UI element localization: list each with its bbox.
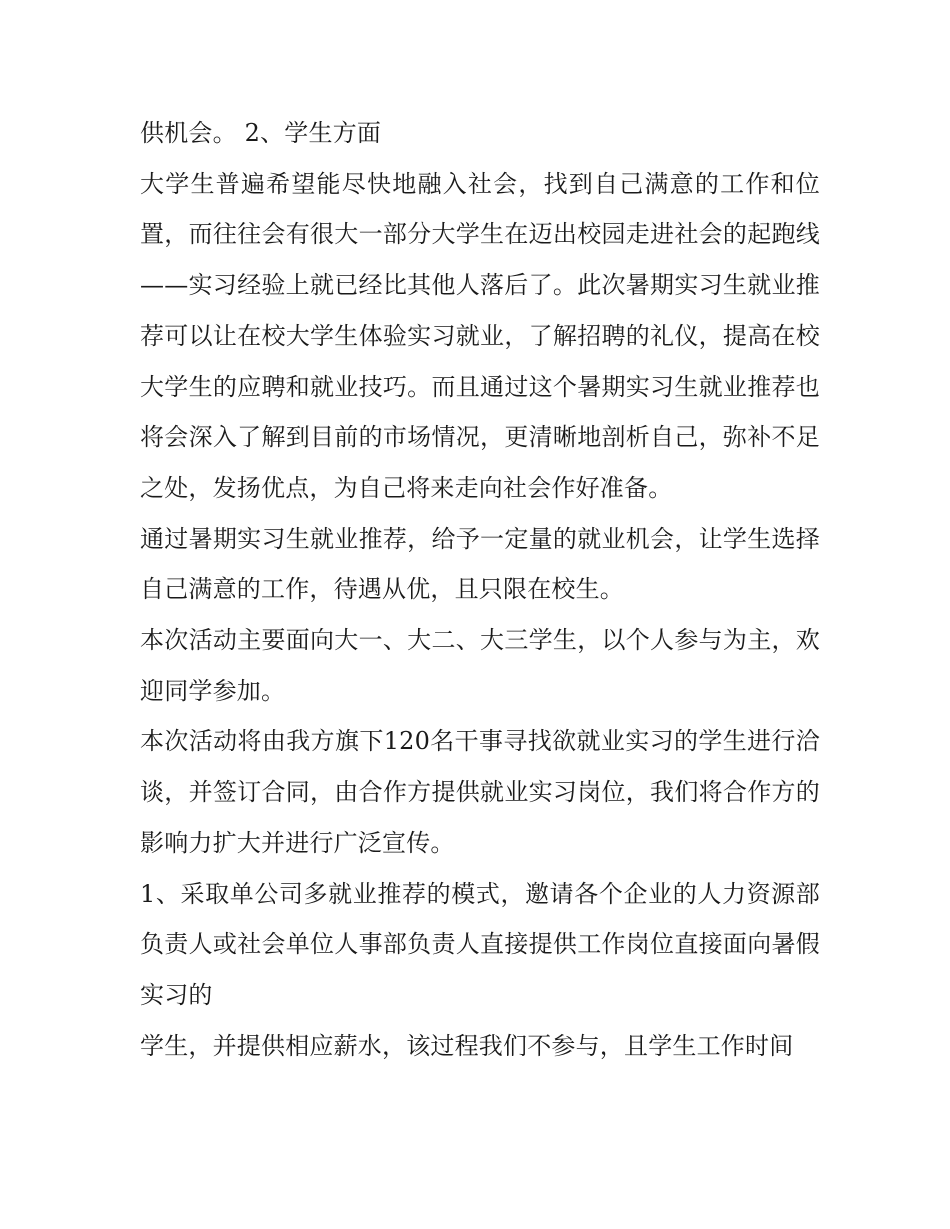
paragraph-3: 通过暑期实习生就业推荐，给予一定量的就业机会，让学生选择自己满意的工作，待遇从优，且只限在校生。 — [140, 524, 820, 604]
document-body — [140, 108, 820, 1071]
paragraph-2: 大学生普遍希望能尽快地融入社会，找到自己满意的工作和位置，而往往会有很大一部分大学生在迈出校园走进社会的起跑线——实习经验上就已经比其他人落后了。此次暑期实习生就业推荐可以让在校大学生体验实习就业，了解招聘的礼仪，提高在校大学生的应聘和就业技巧。而且通过这个暑期实习生就业推荐也将会深入了解到目前的市场情况，更清晰地剖析自己，弥补不足之处，发扬优点，为自己将来走向社会作好准备。 — [140, 169, 820, 502]
paragraph-5: 本次活动将由我方旗下120名干事寻找欲就业实习的学生进行洽谈，并签订合同，由合作方提供就业实习岗位，我们将合作方的影响力扩大并进行广泛宣传。 — [140, 727, 820, 857]
paragraph-7: 学生，并提供相应薪水，该过程我们不参与，且学生工作时间 — [140, 1031, 794, 1060]
paragraph-6: 1、采取单公司多就业推荐的模式，邀请各个企业的人力资源部负责人或社会单位人事部负责人直接提供工作岗位直接面向暑假实习的 — [140, 879, 820, 1009]
paragraph-1: 供机会。 2、学生方面 — [140, 119, 382, 147]
paragraph-4: 本次活动主要面向大一、大二、大三学生，以个人参与为主，欢迎同学参加。 — [140, 626, 820, 705]
